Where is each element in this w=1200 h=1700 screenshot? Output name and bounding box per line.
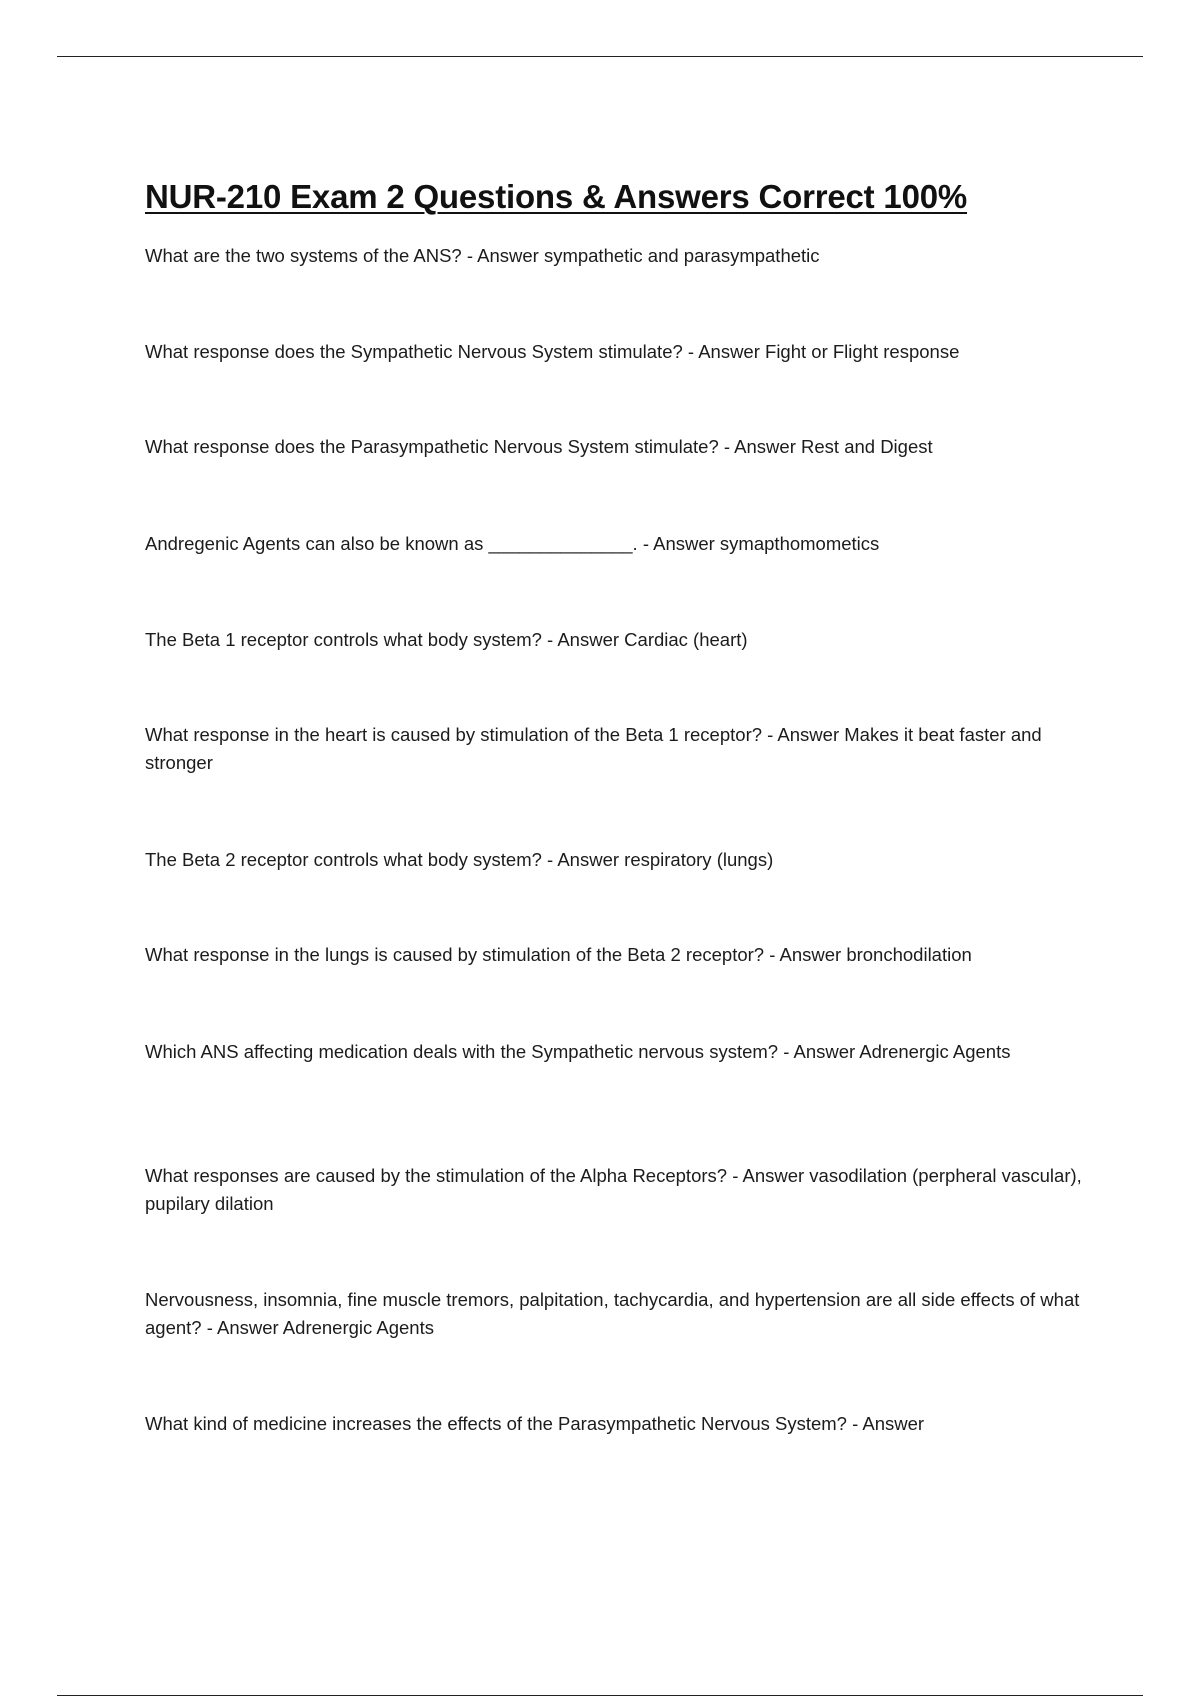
page-title: NUR-210 Exam 2 Questions & Answers Correct 100% (145, 178, 968, 215)
qa-item: The Beta 1 receptor controls what body system? - Answer Cardiac (heart) (145, 629, 748, 650)
qa-item: What kind of medicine increases the effects of the Parasympathetic Nervous System? - Answer (145, 1413, 925, 1434)
qa-item: The Beta 2 receptor controls what body system? - Answer respiratory (lungs) (145, 849, 774, 870)
qa-item: Nervousness, insomnia, fine muscle tremors, palpitation, tachycardia, and hypertension are all side effects of what agent? - Answer Adrenergic Agents (145, 1289, 1080, 1338)
qa-item: What response does the Parasympathetic Nervous System stimulate? - Answer Rest and Digest (145, 436, 933, 457)
header-divider (57, 56, 1143, 57)
qa-item: What responses are caused by the stimulation of the Alpha Receptors? - Answer vasodilation (perpheral vascular), pupilary dilation (145, 1165, 1082, 1214)
footer-divider (57, 1695, 1143, 1696)
qa-item: What response does the Sympathetic Nervous System stimulate? - Answer Fight or Flight response (145, 341, 960, 362)
qa-item: Which ANS affecting medication deals with the Sympathetic nervous system? - Answer Adrenergic Agents (145, 1041, 1011, 1062)
qa-item: What response in the lungs is caused by stimulation of the Beta 2 receptor? - Answer bronchodilation (145, 944, 972, 965)
qa-item: Andregenic Agents can also be known as ______________. - Answer symapthomometics (145, 533, 880, 554)
qa-item: What are the two systems of the ANS? - Answer sympathetic and parasympathetic (145, 245, 820, 266)
qa-item: What response in the heart is caused by stimulation of the Beta 1 receptor? - Answer Makes it beat faster and stronger (145, 724, 1042, 773)
